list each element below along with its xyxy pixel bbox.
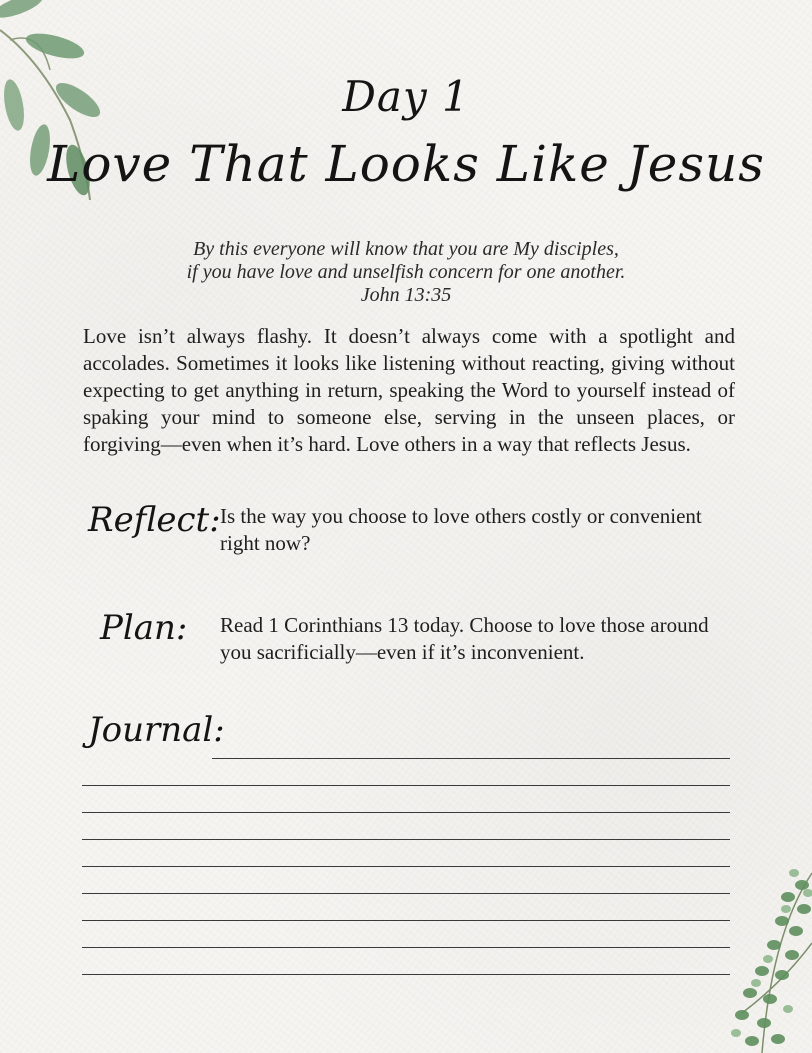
journal-line[interactable] [82,812,730,813]
plan-label: Plan: [100,608,188,648]
verse-reference: John 13:35 [360,284,452,306]
reflect-label: Reflect: [88,500,221,540]
journal-line[interactable] [82,866,730,867]
journal-line[interactable] [82,920,730,921]
reflect-prompt: Is the way you choose to love others costly or convenient right now? [220,504,702,555]
journal-line[interactable] [82,947,730,948]
journal-line[interactable] [82,785,730,786]
journal-line[interactable] [82,893,730,894]
scripture-verse [0,238,812,307]
journal-line[interactable] [82,839,730,840]
journal-line[interactable] [212,758,730,759]
plan-prompt: Read 1 Corinthians 13 today. Choose to love those around you sacrificially—even if it’s inconvenient. [220,613,709,664]
verse-line-2: if you have love and unselfish concern for one another. [186,261,626,283]
devotional-body: Love isn’t always flashy. It doesn’t always come with a spotlight and accolades. Sometimes it looks like listening without reacting, giving without expecting to get anything in return, speaking the Word to yourself instead of spaking your mind to someone else, serving in the unseen places, or forgiving—even when it’s hard. Love others in a way that reflects Jesus. [83,324,735,456]
day-title: Day 1 [342,72,470,121]
fern-leaves-icon [722,863,812,1053]
journal-label: Journal: [88,710,225,750]
page-title: Love That Looks Like Jesus [47,135,765,193]
journal-line[interactable] [82,974,730,975]
verse-line-1: By this everyone will know that you are My disciples, [193,238,619,260]
